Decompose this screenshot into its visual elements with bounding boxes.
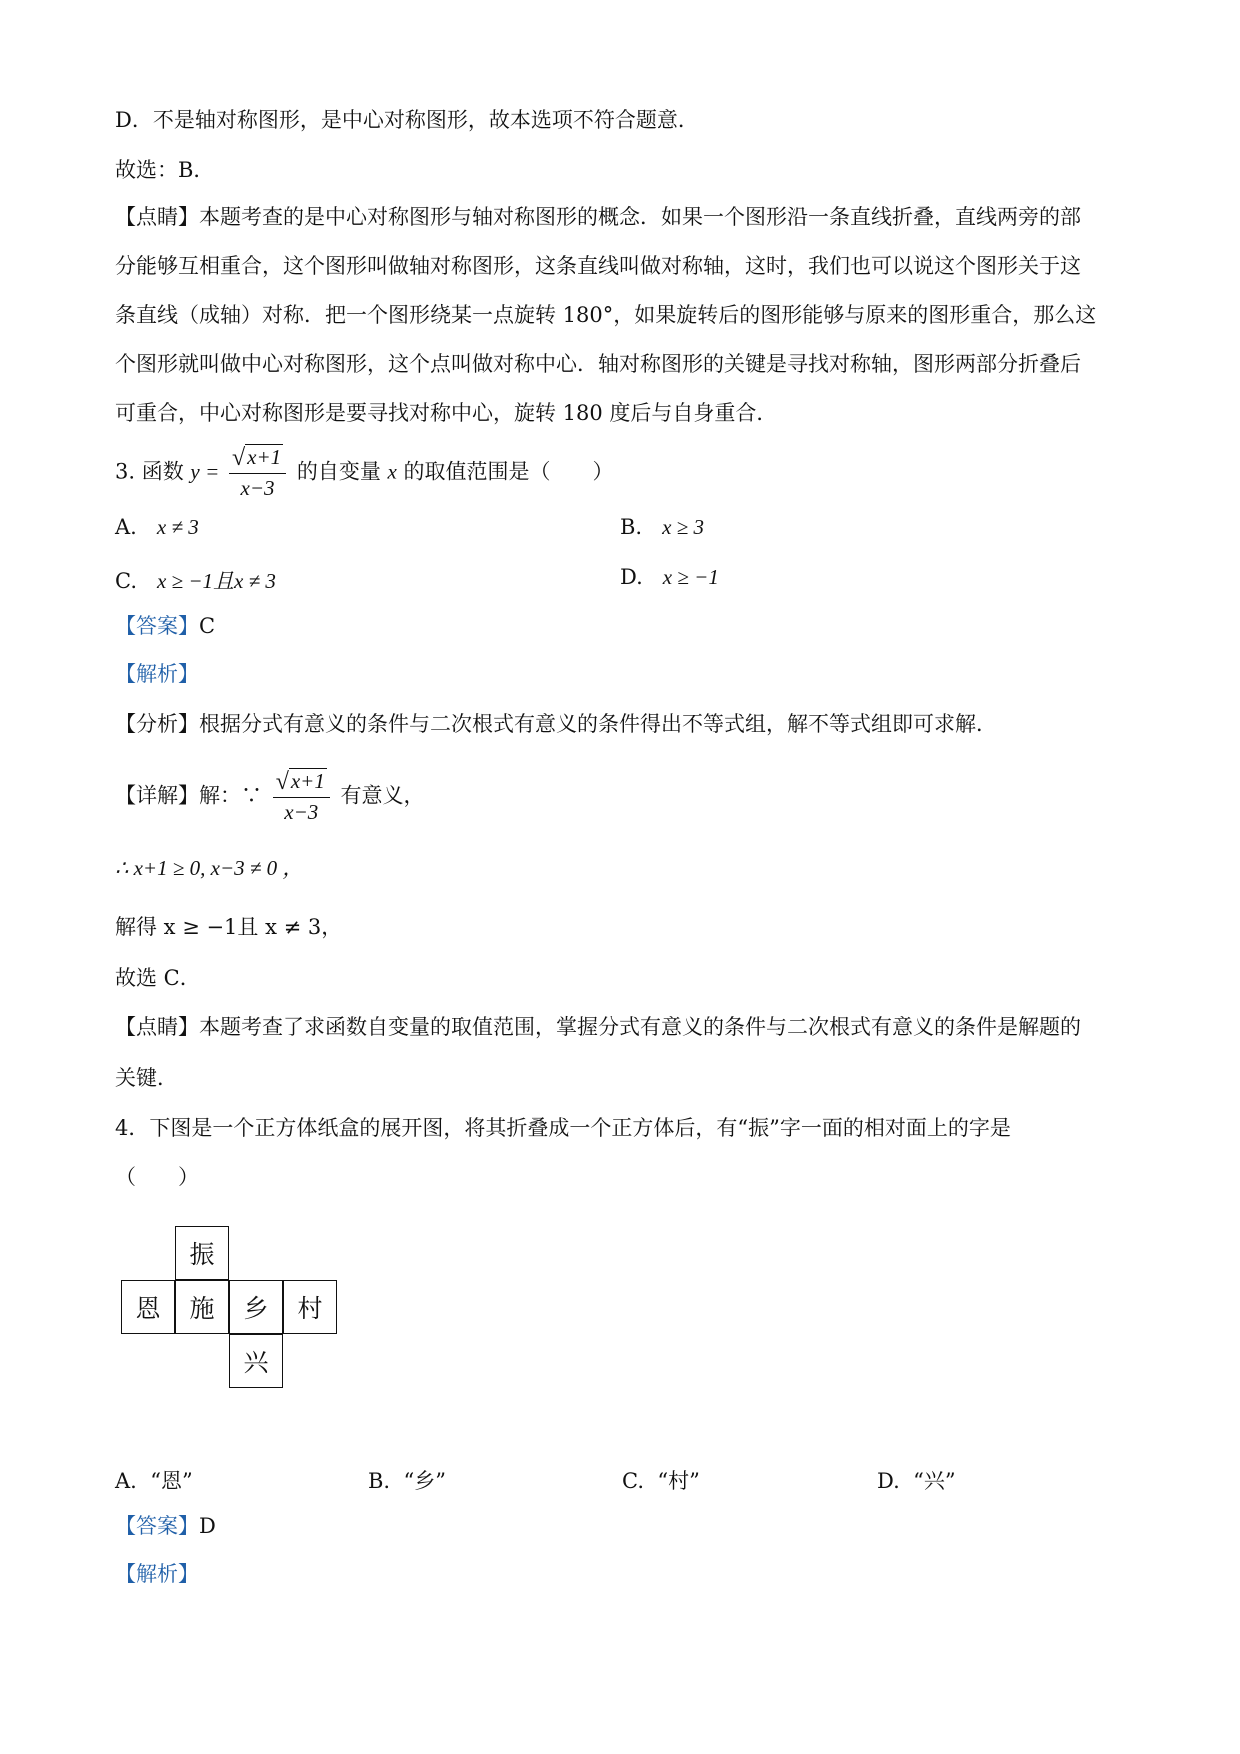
option-label: C. — [622, 1469, 644, 1493]
dianjing-line-5: 可重合，中心对称图形是要寻找对称中心，旋转 180 度后与自身重合． — [115, 401, 778, 425]
dianjing-line-2: 分能够互相重合，这个图形叫做轴对称图形，这条直线叫做对称轴，这时，我们也可以说这个图形关于这 — [115, 254, 1081, 278]
option-label: B. — [368, 1469, 391, 1493]
q3-fraction — [229, 444, 286, 502]
option-d-explanation: D．不是轴对称图形，是中心对称图形，故本选项不符合题意． — [115, 108, 699, 132]
q3-y: y — [190, 459, 200, 484]
option-expr: x ≥ 3 — [662, 515, 704, 539]
q4-analysis-label: 【解析】 — [115, 1562, 199, 1586]
q3-step-1 — [115, 856, 303, 881]
q3-radicand: x+1 — [247, 445, 282, 469]
dianjing-text: 本题考查的是中心对称图形与轴对称图形的概念．如果一个图形沿一条直线折叠，直线两旁的部 — [199, 205, 1081, 229]
step1-text: ∴ x+1 ≥ 0, x−3 ≠ 0 ， — [115, 856, 304, 880]
option-label: D. — [877, 1469, 900, 1493]
q4-option-a — [115, 1465, 193, 1495]
dianjing-line-3: 条直线（成轴）对称．把一个图形绕某一点旋转 180°，如果旋转后的图形能够与原来的图形重合，那么这 — [115, 303, 1097, 327]
q4-option-c — [622, 1465, 700, 1495]
option-expr: x ≥ −1 — [662, 565, 719, 589]
xiangjie-numerator — [273, 768, 330, 798]
q4-option-b — [368, 1465, 446, 1495]
q3-xiangjie — [115, 768, 425, 826]
xiangjie-denominator: x−3 — [284, 800, 319, 825]
xiangjie-fraction — [273, 768, 330, 826]
option-label: C. — [115, 569, 137, 593]
net-cell-xing: 兴 — [229, 1334, 283, 1388]
q3-suffix-b: 的取值范围是（ ） — [403, 459, 614, 484]
option-expr: x ≥ −1且x ≠ 3 — [157, 569, 276, 593]
dianjing-text: 本题考查了求函数自变量的取值范围，掌握分式有意义的条件与二次根式有意义的条件是解题的 — [199, 1015, 1081, 1039]
q4-answer — [115, 1514, 216, 1539]
q3-fenxi — [115, 712, 997, 737]
option-label: B. — [620, 515, 643, 539]
answer-label: 【答案】 — [115, 1514, 199, 1538]
option-text: “兴” — [913, 1469, 956, 1493]
q3-numerator — [229, 444, 286, 474]
q3-dianjing — [115, 1015, 1081, 1040]
q3-option-c — [115, 565, 276, 595]
q3-analysis-label: 【解析】 — [115, 662, 199, 686]
dianjing-label: 【点睛】 — [115, 205, 199, 229]
question-4-line-2: （ ） — [115, 1165, 199, 1189]
option-expr: x ≠ 3 — [156, 515, 199, 539]
q3-dianjing-line-2: 关键． — [115, 1066, 178, 1090]
dianjing-label: 【点睛】 — [115, 1015, 199, 1039]
option-label: A. — [115, 515, 137, 539]
xiangjie-suffix: 有意义， — [340, 783, 425, 808]
dianjing-paragraph-1 — [115, 205, 1081, 230]
sqrt-icon: √ — [275, 769, 289, 796]
q3-equals: = — [206, 459, 219, 484]
xiangjie-radicand: x+1 — [290, 769, 325, 793]
question-4-line-1: 4．下图是一个正方体纸盒的展开图，将其折叠成一个正方体后，有“振”字一面的相对面上的字是 — [115, 1116, 1011, 1140]
net-cell-cun: 村 — [283, 1280, 337, 1334]
fenxi-text: 根据分式有意义的条件与二次根式有意义的条件得出不等式组，解不等式组即可求解． — [199, 712, 997, 736]
q3-var: x — [387, 459, 397, 484]
net-cell-shi: 施 — [175, 1280, 229, 1334]
q3-option-b — [620, 515, 704, 540]
q3-suffix-a: 的自变量 — [296, 459, 381, 484]
q3-step-2: 解得 x ≥ −1且 x ≠ 3， — [115, 915, 343, 939]
q3-denominator: x−3 — [240, 476, 275, 501]
answer-value: C — [199, 614, 216, 638]
option-label: D. — [620, 565, 643, 589]
q3-answer — [115, 614, 215, 639]
option-text: “恩” — [150, 1469, 193, 1493]
fenxi-label: 【分析】 — [115, 712, 199, 736]
q4-option-d — [877, 1465, 956, 1495]
answer-value: D — [199, 1514, 216, 1538]
dianjing-line-4: 个图形就叫做中心对称图形，这个点叫做对称中心．轴对称图形的关键是寻找对称轴，图形两部分折叠后 — [115, 352, 1081, 376]
question-3 — [115, 444, 614, 502]
q3-choose: 故选 C． — [115, 966, 201, 990]
answer-label: 【答案】 — [115, 614, 199, 638]
option-label: A. — [115, 1469, 137, 1493]
option-text: “村” — [657, 1469, 700, 1493]
xiangjie-prefix: 解：∵ — [199, 783, 262, 808]
net-cell-en: 恩 — [121, 1280, 175, 1334]
answer-choice-b: 故选：B． — [115, 158, 215, 182]
sqrt-icon: √ — [231, 445, 246, 472]
q3-prefix: 函数 — [141, 459, 184, 484]
q3-option-d — [620, 565, 719, 590]
net-cell-zhen: 振 — [175, 1226, 229, 1280]
xiangjie-label: 【详解】 — [115, 783, 199, 808]
net-cell-xiang: 乡 — [229, 1280, 283, 1334]
option-text: “乡” — [403, 1469, 446, 1493]
q3-option-a — [115, 515, 199, 540]
q3-number: 3. — [115, 459, 136, 484]
